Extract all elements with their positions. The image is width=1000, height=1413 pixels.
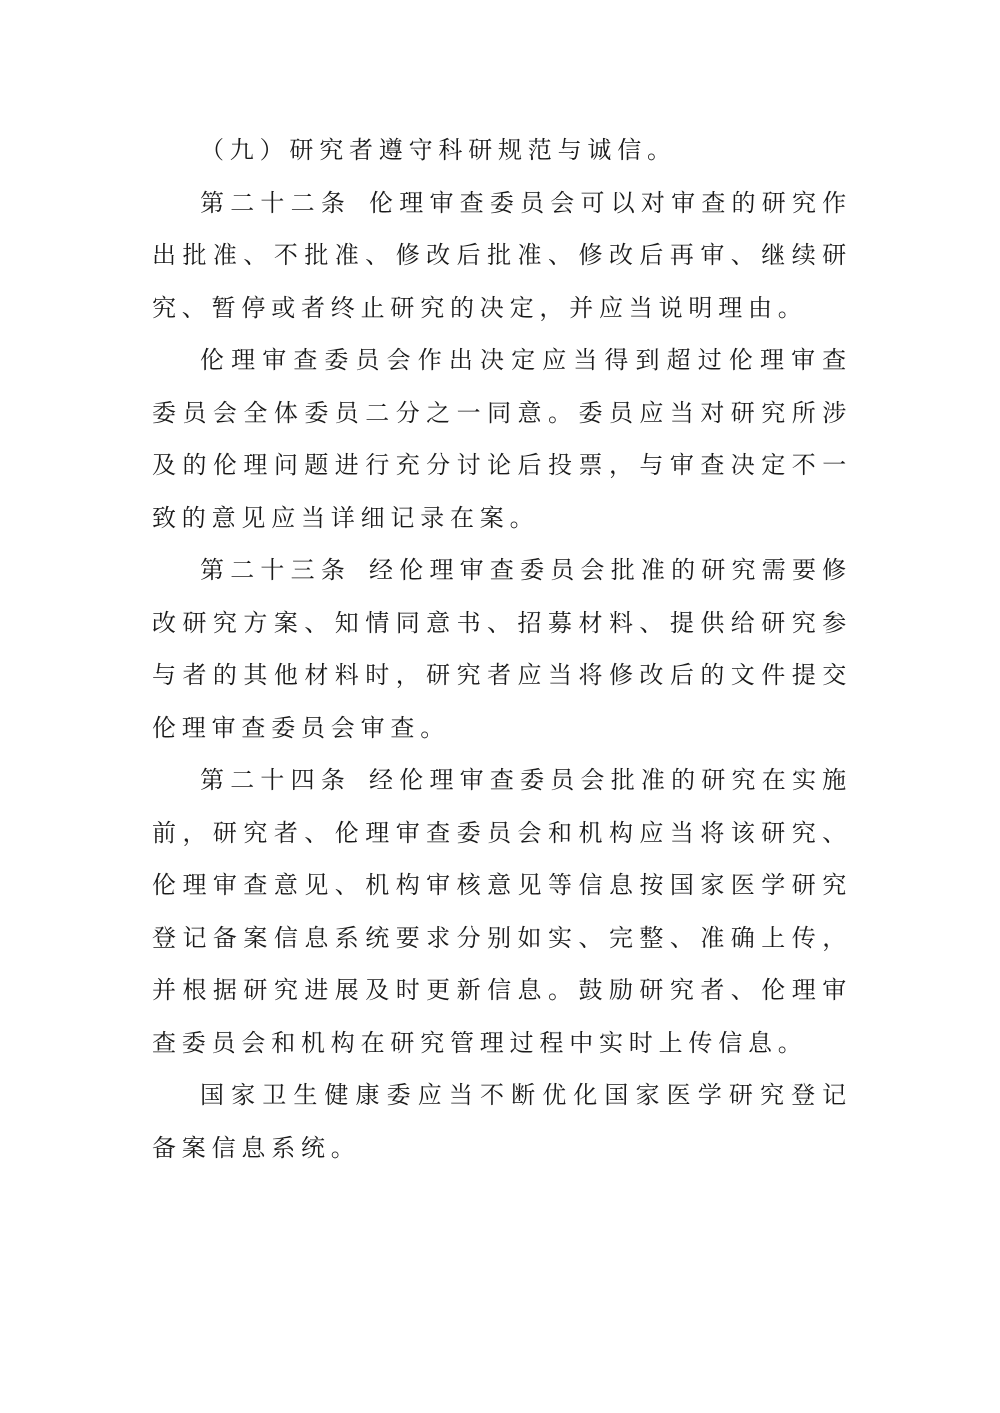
paragraph-article-22-decision-rule: [152, 334, 852, 544]
article-heading: 第二十二条: [200, 188, 352, 217]
paragraph-text: （九）研究者遵守科研规范与诚信。: [200, 136, 677, 164]
paragraph-article-24-system: [152, 1069, 852, 1174]
article-heading: 第二十三条: [200, 556, 352, 584]
paragraph-item-9: [152, 124, 852, 177]
paragraph-text: 国家卫生健康委应当不断优化国家医学研究登记备案信息系统。: [152, 1081, 852, 1162]
paragraph-text: 伦理审查委员会可以对审查的研究作出批准、不批准、修改后批准、修改后再审、继续研究、暂停或者终止研究的决定，并应当说明理由。: [152, 188, 852, 322]
paragraph-text: 经伦理审查委员会批准的研究需要修改研究方案、知情同意书、招募材料、提供给研究参与者的其他材料时，研究者应当将修改后的文件提交伦理审查委员会审查。: [152, 556, 852, 742]
paragraph-article-24: [152, 754, 852, 1069]
paragraph-article-22: [152, 177, 852, 335]
document-body: [152, 124, 852, 1174]
paragraph-text: 经伦理审查委员会批准的研究在实施前，研究者、伦理审查委员会和机构应当将该研究、伦理审查意见、机构审核意见等信息按国家医学研究登记备案信息系统要求分别如实、完整、准确上传，并根据研究进展及时更新信息。鼓励研究者、伦理审查委员会和机构在研究管理过程中实时上传信息。: [152, 766, 852, 1057]
paragraph-article-23: [152, 544, 852, 754]
paragraph-text: 伦理审查委员会作出决定应当得到超过伦理审查委员会全体委员二分之一同意。委员应当对研究所涉及的伦理问题进行充分讨论后投票，与审查决定不一致的意见应当详细记录在案。: [152, 346, 852, 532]
article-heading: 第二十四条: [200, 766, 352, 794]
